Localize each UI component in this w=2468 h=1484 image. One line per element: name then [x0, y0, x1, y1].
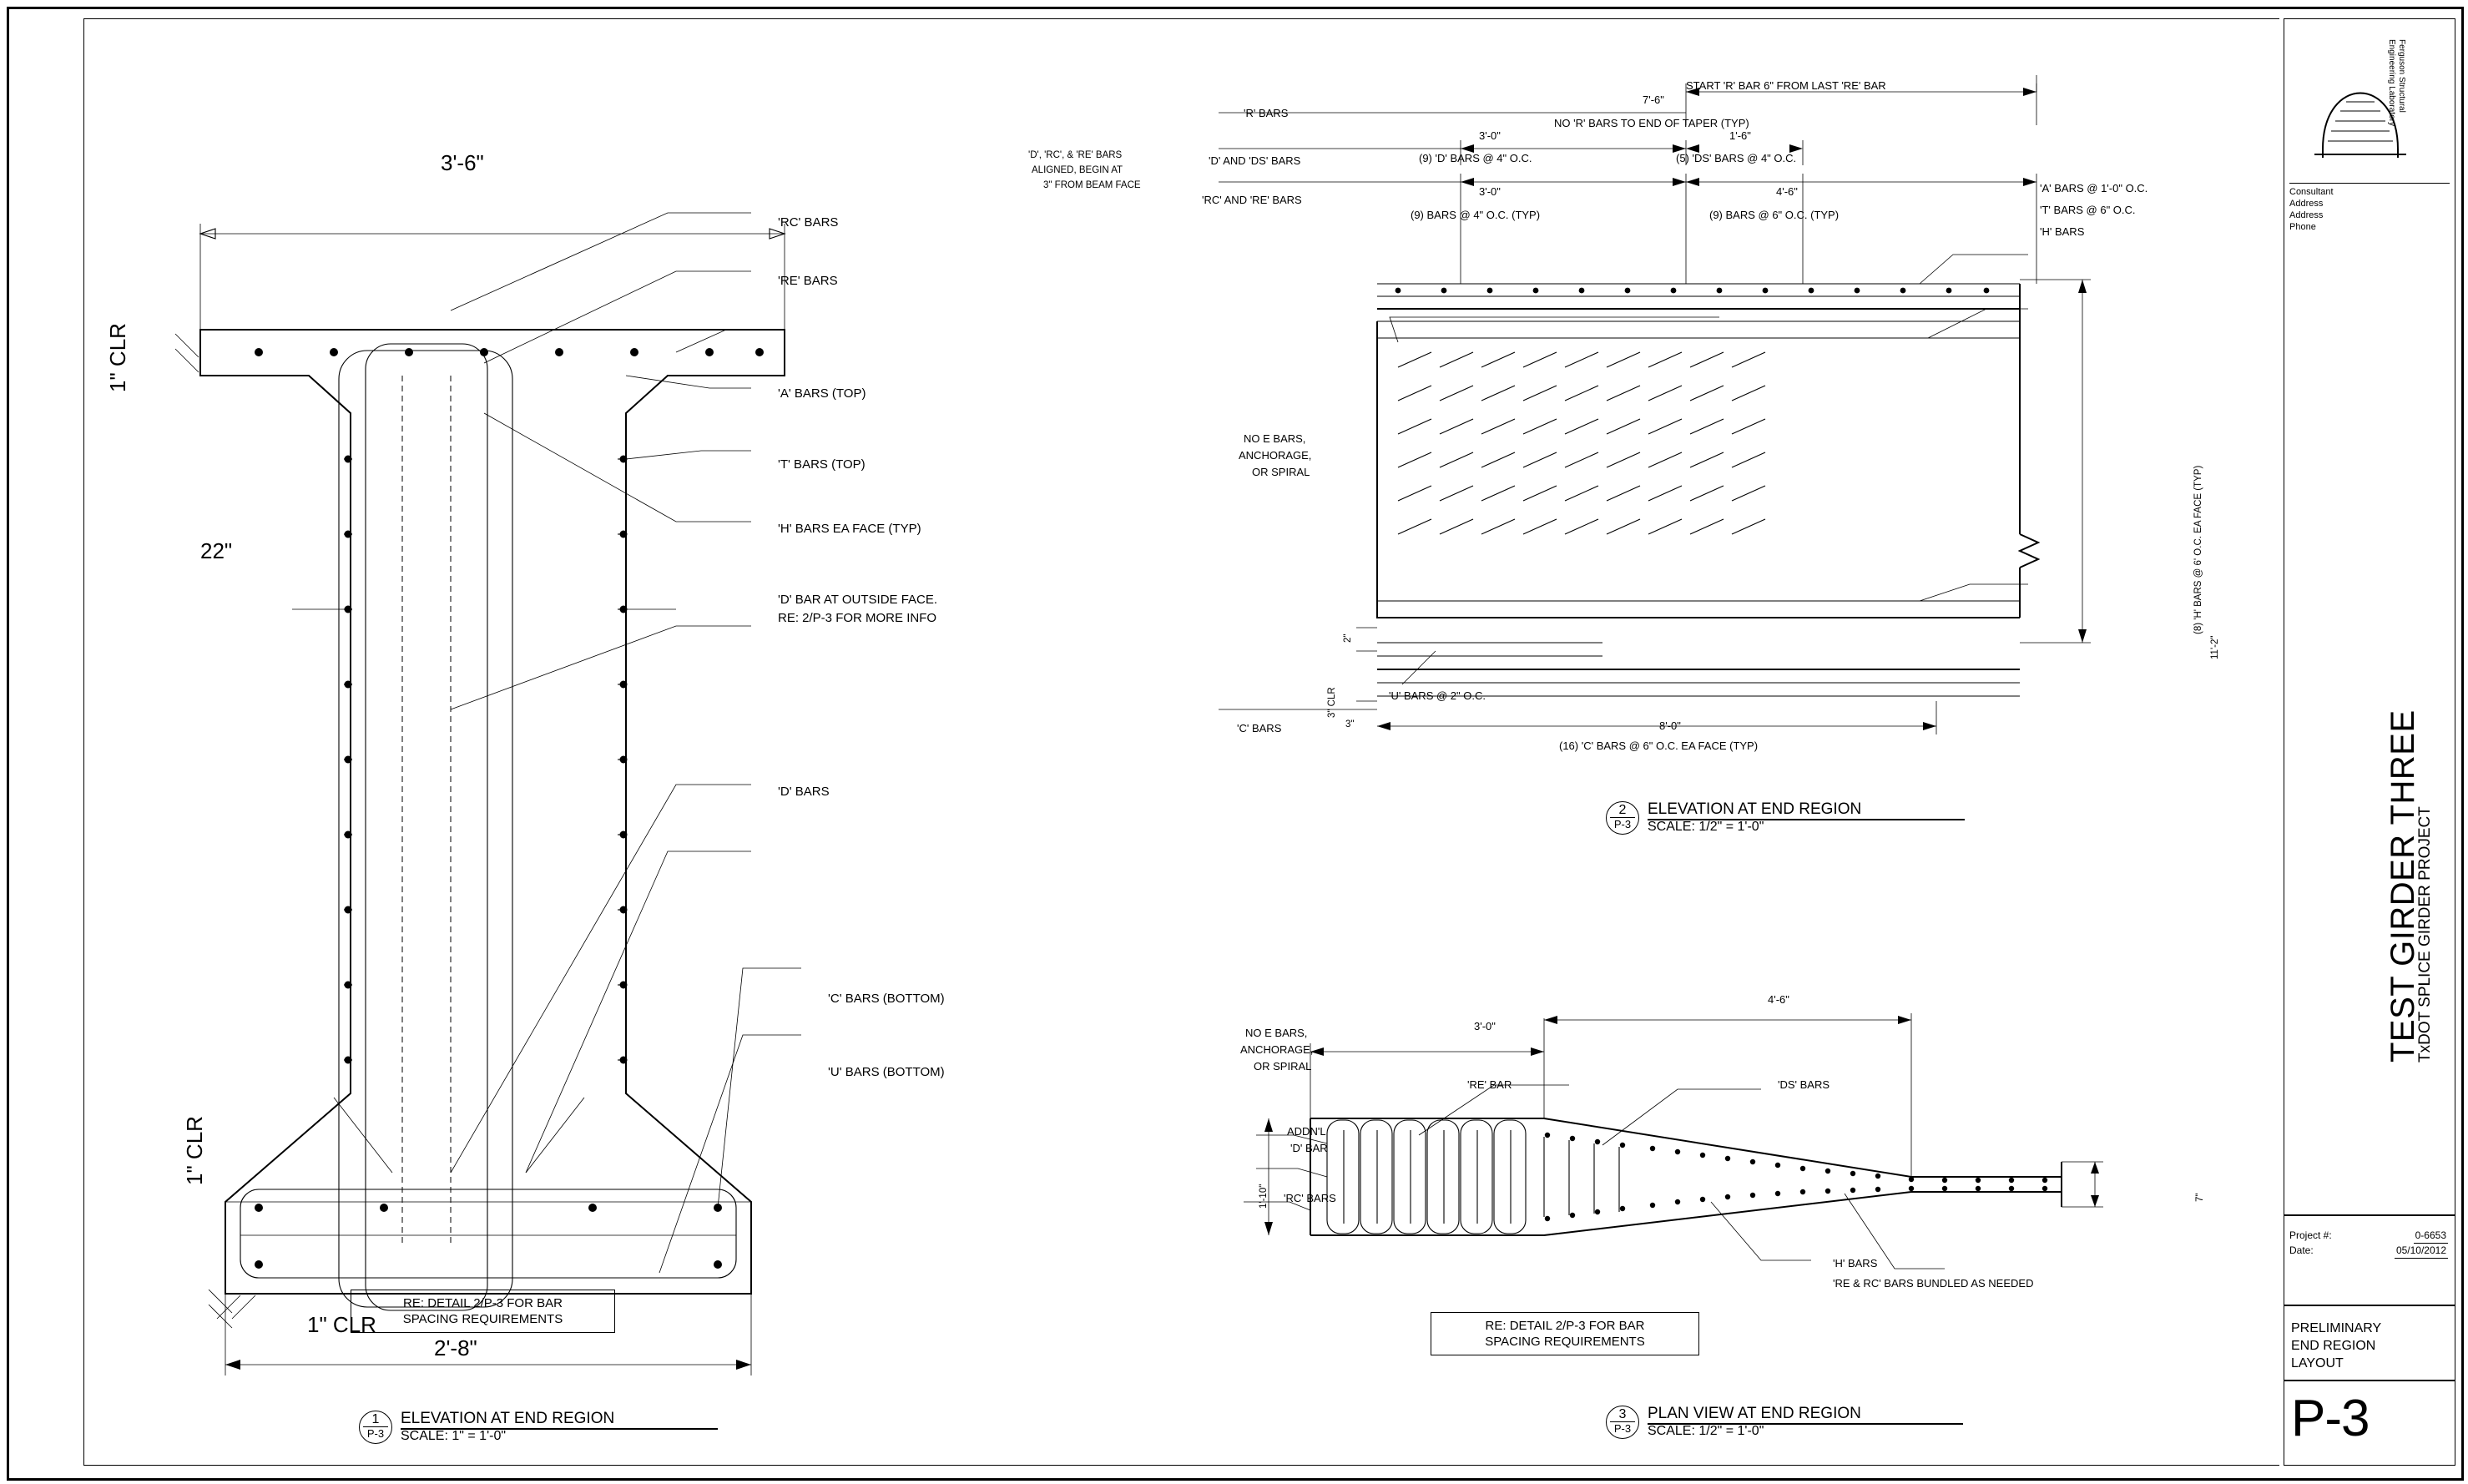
detail2-dim-d-note: (9) 'D' BARS @ 4" O.C. [1419, 152, 1532, 164]
detail2-dim-re-span: 4'-6" [1776, 185, 1798, 198]
detail3-dim-a: 3'-0" [1474, 1020, 1496, 1032]
project-title: TEST GIRDER THREE [2385, 709, 2421, 1063]
detail2-left-note-2: ALIGNED, BEGIN AT [1032, 165, 1123, 175]
detail2-dim-c-note: (16) 'C' BARS @ 6" O.C. EA FACE (TYP) [1559, 739, 1759, 752]
detail3-label-d-bar: 'D' BAR [1290, 1142, 1328, 1154]
detail3-note-line2: SPACING REQUIREMENTS [1485, 1335, 1645, 1349]
detail3-dim-b: 4'-6" [1768, 993, 1789, 1006]
detail2-dim-rc-span: 3'-0" [1479, 185, 1501, 198]
detail3-scale: SCALE: 1/2" = 1'-0" [1648, 1424, 1764, 1438]
project-number-label: Project #: [2289, 1229, 2332, 1241]
detail1-tag-circle [359, 1411, 392, 1444]
detail1-label-re: 'RE' BARS [778, 274, 838, 288]
detail1-dim-web: 22" [200, 538, 233, 563]
sheet-name [2291, 1320, 2381, 1372]
detail2-dim-r-span: 7'-6" [1643, 93, 1664, 106]
detail1-tag-number: 1 [371, 1412, 380, 1426]
detail2-dim-2in: 2" [1343, 633, 1353, 643]
detail2-dim-right-h: 11'-2" [2210, 635, 2220, 659]
project-number-value: 0-6653 [2414, 1228, 2448, 1244]
detail3-tag-circle [1606, 1406, 1639, 1439]
detail3-label-addnl: ADDN'L [1287, 1125, 1326, 1138]
detail2-label-c-bars: 'C' BARS [1237, 722, 1282, 734]
detail1-label-c-bottom: 'C' BARS (BOTTOM) [828, 992, 945, 1006]
sheet-name-line-3: LAYOUT [2291, 1356, 2344, 1370]
detail2-no-e-note-1: NO E BARS, [1244, 432, 1306, 445]
detail3-tag-number: 3 [1618, 1407, 1627, 1421]
detail1-label-rc: 'RC' BARS [778, 215, 839, 230]
consultant-line-2: Address [2289, 199, 2324, 209]
detail2-start-r-note: START 'R' BAR 6" FROM LAST 'RE' BAR [1686, 79, 1886, 92]
detail1-dim-top: 3'-6" [441, 150, 484, 175]
detail1-clr-top: 1" CLR [105, 323, 130, 392]
date-value: 05/10/2012 [2395, 1243, 2448, 1259]
detail1-note-line2: SPACING REQUIREMENTS [402, 1312, 563, 1326]
title-block [2284, 18, 2455, 1466]
detail2-left-note-3: 3" FROM BEAM FACE [1043, 180, 1141, 190]
detail2-dim-r-note: NO 'R' BARS TO END OF TAPER (TYP) [1554, 117, 1749, 129]
detail3-label-ds-bars: 'DS' BARS [1778, 1078, 1830, 1091]
lab-logo [2289, 24, 2450, 184]
detail2-scale: SCALE: 1/2" = 1'-0" [1648, 820, 1764, 834]
consultant-line-1: Consultant [2289, 187, 2334, 197]
lab-logo-line1: Ferguson Structural [2397, 39, 2406, 113]
detail3-dim-left: 1'-10" [1259, 1184, 1269, 1209]
detail2-tag-sheet: P-3 [1613, 818, 1632, 830]
detail2-dim-ds-span: 1'-6" [1729, 129, 1751, 142]
detail3-tag-sheet: P-3 [1613, 1422, 1632, 1435]
detail2-u-bars-note: 'U' BARS @ 2" O.C. [1389, 689, 1486, 702]
detail2-dim-3clr: 3" CLR [1327, 687, 1337, 718]
detail2-no-e-note-2: ANCHORAGE, [1239, 449, 1312, 462]
consultant-line-4: Phone [2289, 222, 2316, 232]
sheet-name-line-1: PRELIMINARY [2291, 1321, 2382, 1335]
detail2-tag-number: 2 [1618, 803, 1627, 817]
detail1-label-h-bars: 'H' BARS EA FACE (TYP) [778, 522, 921, 536]
detail1-clr-bottom: 1" CLR [307, 1312, 376, 1337]
project-subtitle: TxDOT SPLICE GIRDER PROJECT [2416, 806, 2434, 1063]
sheet-number: P-3 [2291, 1390, 2370, 1447]
detail3-no-e-note-1: NO E BARS, [1245, 1027, 1308, 1039]
detail2-dim-rc-note: (9) BARS @ 4" O.C. (TYP) [1411, 209, 1541, 221]
detail1-label-d-outside-1: 'D' BAR AT OUTSIDE FACE. [778, 593, 938, 607]
lab-logo-line2: Engineering Laboratory [2387, 39, 2396, 126]
detail2-label-h-bars-right: 'H' BARS [2040, 225, 2085, 238]
detail2-label-a-bars-right: 'A' BARS @ 1'-0" O.C. [2040, 182, 2148, 194]
detail2-dim-3in: 3" [1345, 719, 1355, 729]
detail1-label-d-bars: 'D' BARS [778, 785, 830, 799]
detail1-label-t-top: 'T' BARS (TOP) [778, 457, 866, 472]
detail3-note-line1: RE: DETAIL 2/P-3 FOR BAR [1485, 1319, 1645, 1333]
consultant-block [2289, 186, 2450, 233]
detail2-no-e-note-3: OR SPIRAL [1252, 466, 1310, 478]
detail3-label-h-bars: 'H' BARS [1833, 1257, 1878, 1269]
project-info [2289, 1228, 2450, 1258]
detail1-scale: SCALE: 1" = 1'-0" [401, 1429, 507, 1443]
detail3-no-e-note-2: ANCHORAGE, [1240, 1043, 1314, 1056]
sheet-name-line-2: END REGION [2291, 1339, 2376, 1353]
detail3-dim-right: 7" [2195, 1193, 2205, 1202]
detail3-label-bundled: 'RE & RC' BARS BUNDLED AS NEEDED [1833, 1277, 2034, 1290]
detail1-tag-sheet: P-3 [366, 1427, 385, 1440]
detail1-label-d-outside-2: RE: 2/P-3 FOR MORE INFO [778, 611, 937, 625]
detail3-no-e-note-3: OR SPIRAL [1254, 1060, 1312, 1073]
detail2-dim-d-span: 3'-0" [1479, 129, 1501, 142]
detail1-note-line1: RE: DETAIL 2/P-3 FOR BAR [403, 1296, 563, 1310]
detail2-dim-c-span: 8'-0" [1659, 719, 1681, 732]
consultant-line-3: Address [2289, 210, 2324, 220]
detail2-tag-circle [1606, 801, 1639, 835]
detail2-label-d-ds-bars: 'D' AND 'DS' BARS [1209, 154, 1301, 167]
detail2-title: ELEVATION AT END REGION [1648, 800, 1862, 818]
detail1-title: ELEVATION AT END REGION [401, 1410, 615, 1427]
detail3-title: PLAN VIEW AT END REGION [1648, 1405, 1861, 1422]
detail1-label-a-top: 'A' BARS (TOP) [778, 386, 866, 401]
date-label: Date: [2289, 1244, 2314, 1256]
detail2-label-t-bars-right: 'T' BARS @ 6" O.C. [2040, 204, 2136, 216]
detail1-note-box [351, 1290, 615, 1333]
detail2-dim-re-note: (9) BARS @ 6" O.C. (TYP) [1709, 209, 1840, 221]
detail1-clr-left: 1" CLR [182, 1116, 207, 1185]
detail2-label-rc-re-bars: 'RC' AND 'RE' BARS [1202, 194, 1302, 206]
date-row [2289, 1243, 2450, 1258]
project-number-row [2289, 1228, 2450, 1243]
detail2-left-note-1: 'D', 'RC', & 'RE' BARS [1028, 150, 1123, 160]
detail3-label-rc-bars: 'RC' BARS [1284, 1192, 1336, 1204]
detail2-dim-right-h-bars: (8) 'H' BARS @ 6' O.C. EA FACE (TYP) [2193, 465, 2203, 634]
detail1-dim-bottom: 2'-8" [434, 1335, 477, 1360]
detail1-label-u-bottom: 'U' BARS (BOTTOM) [828, 1065, 945, 1079]
detail3-label-re-bar: 'RE' BAR [1467, 1078, 1512, 1091]
detail2-dim-ds-note: (5) 'DS' BARS @ 4" O.C. [1676, 152, 1797, 164]
detail3-note-box [1431, 1312, 1699, 1355]
lab-logo-text [2386, 39, 2406, 126]
detail2-label-r-bars: 'R' BARS [1244, 107, 1289, 119]
